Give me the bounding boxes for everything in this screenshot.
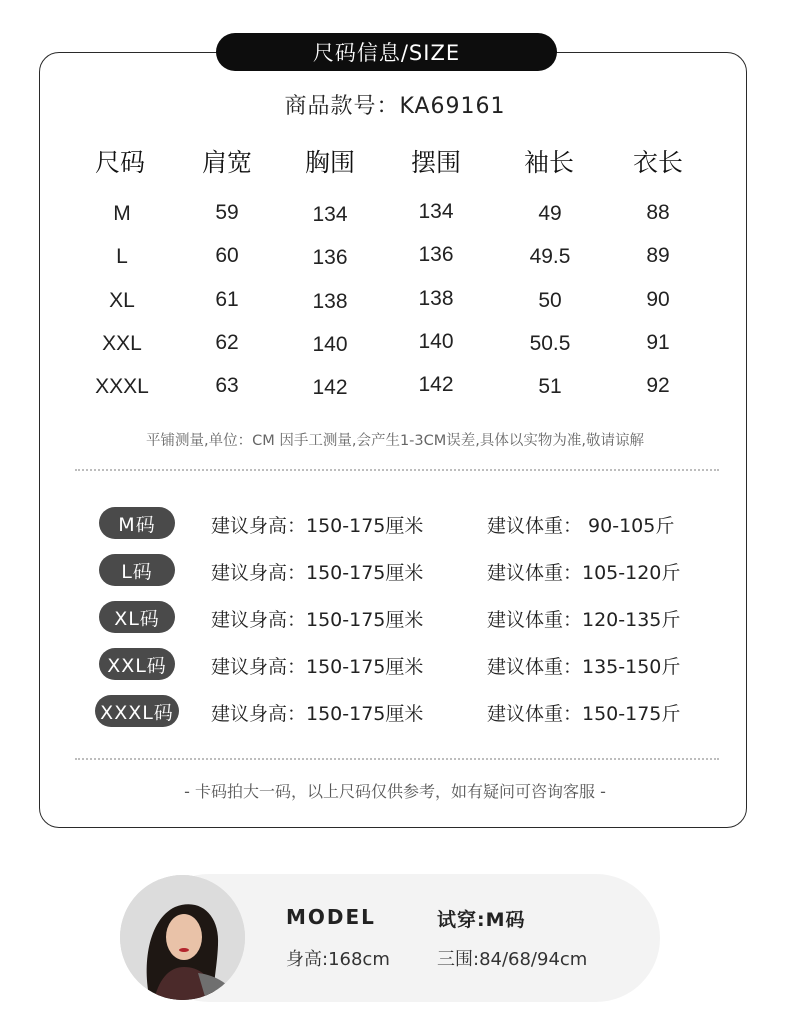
table-cell: 134 xyxy=(418,200,454,223)
footer-note: - 卡码拍大一码，以上尺码仅供参考，如有疑问可咨询客服 - xyxy=(184,782,606,801)
table-cell: 59 xyxy=(215,201,239,224)
table-cell: 50.5 xyxy=(529,332,571,355)
table-cell: 136 xyxy=(312,246,348,269)
header-chest: 胸围 xyxy=(304,148,355,177)
recommendation-row xyxy=(0,648,790,682)
table-cell: 89 xyxy=(646,244,670,267)
table-cell: 51 xyxy=(538,375,562,398)
header-hem: 摆围 xyxy=(410,148,461,177)
recommended-height: 建议身高：150-175厘米 xyxy=(211,515,424,537)
table-cell: 142 xyxy=(418,373,454,396)
table-cell: 91 xyxy=(646,331,670,354)
table-cell: 138 xyxy=(418,287,454,310)
size-title: 尺码信息/SIZE xyxy=(216,33,557,71)
model-try-on-size: 试穿:M码 xyxy=(437,909,526,931)
size-badge: XL码 xyxy=(99,601,175,633)
recommended-height: 建议身高：150-175厘米 xyxy=(211,609,424,631)
size-badge: L码 xyxy=(99,554,175,586)
recommended-weight: 建议体重：105-120斤 xyxy=(487,562,681,584)
table-cell: 140 xyxy=(312,333,348,356)
size-badge: XXL码 xyxy=(99,648,175,680)
table-cell: 61 xyxy=(215,288,239,311)
model-label: MODEL xyxy=(286,905,376,929)
table-cell: 92 xyxy=(646,374,670,397)
table-cell: 140 xyxy=(418,330,454,353)
table-cell: 49.5 xyxy=(529,245,571,268)
table-cell: M xyxy=(113,202,131,225)
table-cell: 138 xyxy=(312,290,348,313)
table-cell: 63 xyxy=(215,374,239,397)
header-size: 尺码 xyxy=(94,148,145,177)
table-cell: 50 xyxy=(538,289,562,312)
header-sleeve: 袖长 xyxy=(523,148,574,177)
recommended-weight: 建议体重：135-150斤 xyxy=(487,656,681,678)
recommended-weight: 建议体重：120-135斤 xyxy=(487,609,681,631)
table-cell: 142 xyxy=(312,376,348,399)
recommended-height: 建议身高：150-175厘米 xyxy=(211,703,424,725)
model-height: 身高:168cm xyxy=(286,949,390,970)
table-cell: 90 xyxy=(646,288,670,311)
product-number: 商品款号：KA69161 xyxy=(284,94,506,119)
model-measurements: 三围:84/68/94cm xyxy=(437,949,588,970)
model-avatar xyxy=(120,875,245,1000)
table-cell: XXXL xyxy=(95,375,149,398)
recommended-height: 建议身高：150-175厘米 xyxy=(211,562,424,584)
table-cell: 88 xyxy=(646,201,670,224)
recommended-weight: 建议体重：150-175斤 xyxy=(487,703,681,725)
table-cell: XL xyxy=(109,289,135,312)
table-cell: 136 xyxy=(418,243,454,266)
recommendation-row xyxy=(0,695,790,729)
recommended-height: 建议身高：150-175厘米 xyxy=(211,656,424,678)
size-badge: M码 xyxy=(99,507,175,539)
recommendation-row xyxy=(0,507,790,541)
size-badge: XXXL码 xyxy=(95,695,179,727)
table-cell: L xyxy=(116,245,128,268)
table-cell: 134 xyxy=(312,203,348,226)
measurement-note: 平铺测量,单位：CM 因手工测量,会产生1-3CM误差,具体以实物为准,敬请谅解 xyxy=(146,433,644,449)
model-photo-icon xyxy=(120,875,245,1000)
recommendation-row xyxy=(0,601,790,635)
recommendation-row xyxy=(0,554,790,588)
table-cell: 62 xyxy=(215,331,239,354)
dotted-divider xyxy=(75,758,719,760)
recommended-weight: 建议体重： 90-105斤 xyxy=(487,515,675,537)
header-shoulder: 肩宽 xyxy=(201,148,252,177)
table-cell: 49 xyxy=(538,202,562,225)
dotted-divider xyxy=(75,469,719,471)
table-cell: 60 xyxy=(215,244,239,267)
header-length: 衣长 xyxy=(632,148,683,177)
table-cell: XXL xyxy=(102,332,142,355)
